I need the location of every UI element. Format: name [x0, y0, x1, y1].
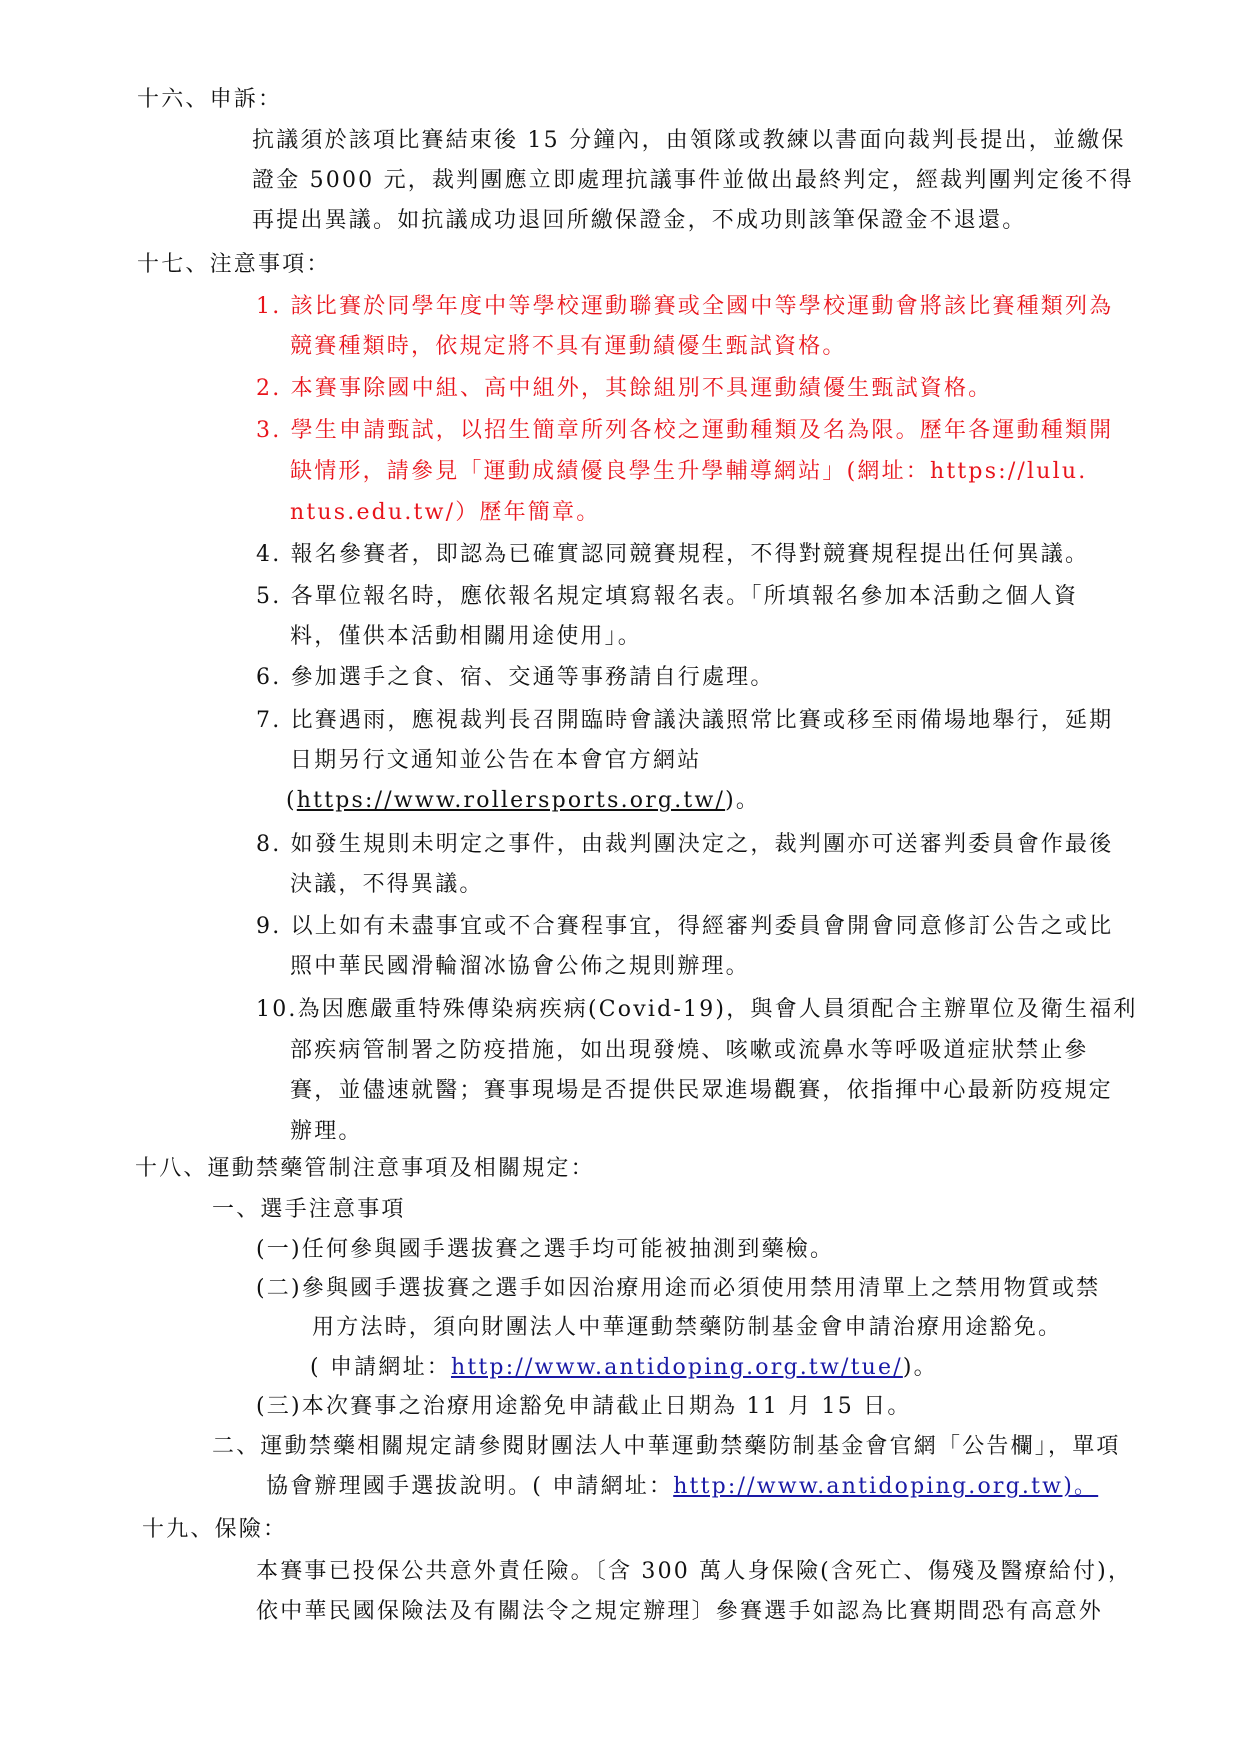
antidoping-url-prefix: 協會辦理國手選拔說明。( 申請網址：	[266, 1474, 674, 1499]
item-3-line-1: 3. 學生申請甄試，以招生簡章所列各校之運動種類及名為限。歷年各運動種類開	[256, 418, 1114, 443]
item-3-line-2: 缺情形，請參見「運動成績優良學生升學輔導網站」(網址：https://lulu.	[290, 459, 1088, 484]
section-18-sub-1: 一、選手注意事項	[212, 1197, 406, 1222]
section-16-line-2: 證金 5000 元，裁判團應立即處理抗議事件並做出最終判定，經裁判團判定後不得	[252, 168, 1134, 193]
antidoping-link[interactable]: http://www.antidoping.org.tw)。	[673, 1474, 1099, 1499]
antidoping-tue-link[interactable]: http://www.antidoping.org.tw/tue/	[450, 1355, 903, 1380]
item-5-line-1: 5. 各單位報名時，應依報名規定填寫報名表。「所填報名參加本活動之個人資	[256, 584, 1079, 609]
item-5-line-2: 料，僅供本活動相關用途使用」。	[290, 624, 643, 649]
section-19-heading: 十九、保險：	[142, 1517, 288, 1542]
item-3-line-3: ntus.edu.tw/）歷年簡章。	[290, 500, 601, 525]
sub-1-item-b-line-3	[310, 1353, 938, 1383]
item-6-line-1: 6. 參加選手之食、宿、交通等事務請自行處理。	[256, 665, 775, 690]
section-18-sub-2-line-2	[266, 1472, 1098, 1502]
item-7-line-2: 日期另行文通知並公告在本會官方網站	[290, 748, 702, 773]
section-16-line-3: 再提出異議。如抗議成功退回所繳保證金，不成功則該筆保證金不退還。	[252, 208, 1027, 233]
sub-1-item-c: (三)本次賽事之治療用途豁免申請截止日期為 11 月 15 日。	[256, 1394, 912, 1419]
section-18-sub-2-line-1: 二、運動禁藥相關規定請參閱財團法人中華運動禁藥防制基金會官網「公告欄」，單項	[212, 1434, 1121, 1459]
section-18-heading: 十八、運動禁藥管制注意事項及相關規定：	[135, 1156, 595, 1181]
item-4-line-1: 4. 報名參賽者，即認為已確實認同競賽規程，不得對競賽規程提出任何異議。	[256, 542, 1090, 567]
item-10-line-3: 賽，並儘速就醫；賽事現場是否提供民眾進場觀賽，依指揮中心最新防疫規定	[290, 1078, 1113, 1103]
sub-1-item-b-line-1: (二)參與國手選拔賽之選手如因治療用途而必須使用禁用清單上之禁用物質或禁	[256, 1276, 1101, 1301]
section-16-heading: 十六、申訴：	[137, 87, 283, 112]
section-19-line-2: 依中華民國保險法及有關法令之規定辦理〕參賽選手如認為比賽期間恐有高意外	[256, 1599, 1104, 1624]
item-2-line-1: 2. 本賽事除國中組、高中組外，其餘組別不具運動績優生甄試資格。	[256, 376, 993, 401]
sub-1-item-a: (一)任何參與國手選拔賽之選手均可能被抽測到藥檢。	[256, 1237, 835, 1262]
item-7-line-3	[286, 786, 760, 816]
tue-url-suffix: )。	[902, 1355, 938, 1380]
item-8-line-1: 8. 如發生規則未明定之事件，由裁判團決定之，裁判團亦可送審判委員會作最後	[256, 832, 1114, 857]
item-10-line-4: 辦理。	[290, 1119, 363, 1144]
item-7-close-paren: )。	[725, 788, 761, 813]
section-19-line-1: 本賽事已投保公共意外責任險。〔含 300 萬人身保險(含死亡、傷殘及醫療給付)，	[256, 1559, 1133, 1584]
item-9-line-2: 照中華民國滑輪溜冰協會公佈之規則辦理。	[290, 954, 750, 979]
item-1-line-2: 競賽種類時，依規定將不具有運動績優生甄試資格。	[290, 334, 847, 359]
item-7-line-1: 7. 比賽遇雨，應視裁判長召開臨時會議決議照常比賽或移至雨備場地舉行，延期	[256, 708, 1114, 733]
item-10-line-1: 10.為因應嚴重特殊傳染病疾病(Covid-19)，與會人員須配合主辦單位及衛生福利	[256, 997, 1138, 1022]
item-9-line-1: 9. 以上如有未盡事宜或不合賽程事宜，得經審判委員會開會同意修訂公告之或比	[256, 914, 1114, 939]
section-16-line-1: 抗議須於該項比賽結束後 15 分鐘內，由領隊或教練以書面向裁判長提出，並繳保	[252, 128, 1126, 153]
item-10-line-2: 部疾病管制署之防疫措施，如出現發燒、咳嗽或流鼻水等呼吸道症狀禁止參	[290, 1038, 1089, 1063]
item-8-line-2: 決議，不得異議。	[290, 872, 484, 897]
tue-url-prefix: ( 申請網址：	[310, 1355, 451, 1380]
item-1-line-1: 1. 該比賽於同學年度中等學校運動聯賽或全國中等學校運動會將該比賽種類列為	[256, 294, 1114, 319]
rollersports-url[interactable]: https://www.rollersports.org.tw/	[296, 788, 726, 813]
sub-1-item-b-line-2: 用方法時，須向財團法人中華運動禁藥防制基金會申請治療用途豁免。	[312, 1315, 1063, 1340]
item-7-open-paren: (	[286, 788, 297, 813]
section-17-heading: 十七、注意事項：	[137, 252, 331, 277]
